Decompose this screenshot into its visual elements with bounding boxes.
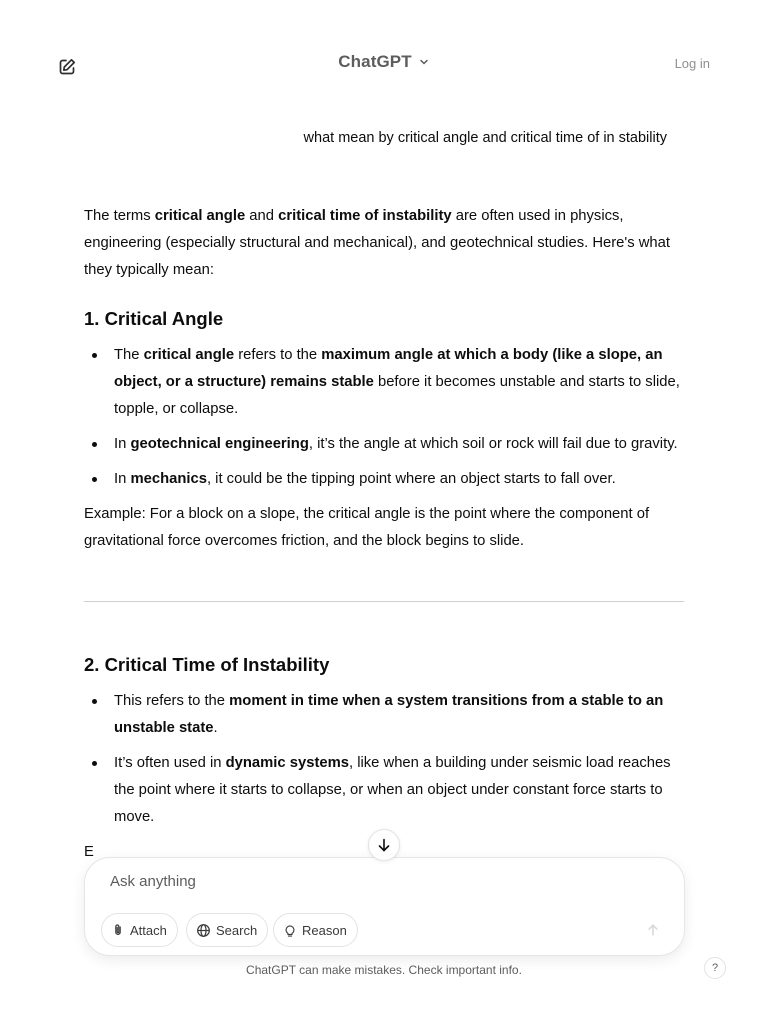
list-item: The critical angle refers to the maximum angle at which a body (like a slope, an object, or a structure) remains stable before it becomes unstable and starts to slide, topple, or collapse.	[84, 342, 684, 423]
model-name: ChatGPT	[338, 52, 412, 71]
scroll-to-bottom-button[interactable]	[368, 829, 400, 861]
disclaimer: ChatGPT can make mistakes. Check important info.	[246, 963, 522, 977]
divider	[84, 601, 684, 602]
list-item: It’s often used in dynamic systems, like when a building under seismic load reaches the point where it starts to collapse, or when an object under constant force starts to move.	[84, 750, 684, 831]
reason-button[interactable]	[273, 913, 358, 947]
truncated-paragraph: E	[84, 844, 94, 860]
attach-label: Attach	[130, 922, 167, 938]
bold-term: dynamic systems	[225, 755, 349, 771]
intro-paragraph: The terms critical angle and critical time of instability are often used in physics, engineering (especially structural and mechanical), and geotechnical studies. Here's what they typically mean:	[84, 208, 670, 278]
user-message: what mean by critical angle and critical time of in stability	[303, 130, 667, 146]
bold-term: geotechnical engineering	[130, 436, 309, 452]
paperclip-icon	[111, 923, 125, 937]
prompt-input[interactable]	[110, 873, 610, 890]
arrow-down-icon	[376, 837, 392, 853]
composer	[84, 857, 685, 956]
section-heading: 1. Critical Angle	[84, 308, 224, 329]
chevron-down-icon	[418, 56, 430, 68]
attach-button[interactable]	[101, 913, 178, 947]
top-bar	[0, 0, 768, 130]
login-link[interactable]: Log in	[674, 56, 710, 71]
bold-term: critical angle	[143, 347, 235, 363]
bold-term: moment in time when a system transitions from a stable to an unstable state	[114, 693, 664, 736]
model-selector[interactable]	[338, 52, 429, 72]
bullet-list	[84, 342, 684, 493]
list-item: This refers to the moment in time when a system transitions from a stable to an unstable state.	[84, 688, 684, 742]
lightbulb-icon	[283, 923, 297, 938]
arrow-up-icon	[646, 923, 660, 937]
section-heading: 2. Critical Time of Instability	[84, 654, 330, 675]
bold-term: maximum angle at which a body (like a slope, an object, or a structure) remains stable	[114, 347, 663, 390]
send-button[interactable]	[644, 921, 662, 939]
reason-label: Reason	[302, 922, 347, 938]
bullet-list	[84, 688, 684, 831]
bold-term: critical angle	[154, 208, 246, 224]
list-item: In mechanics, it could be the tipping point where an object starts to fall over.	[84, 466, 684, 493]
bold-term: mechanics	[130, 471, 207, 487]
assistant-message	[84, 203, 684, 861]
globe-icon	[196, 923, 211, 938]
list-item: In geotechnical engineering, it’s the angle at which soil or rock will fail due to gravity.	[84, 431, 684, 458]
bold-term: critical time of instability	[278, 208, 452, 224]
example-paragraph: Example: For a block on a slope, the critical angle is the point where the component of gravitational force overcomes friction, and the block begins to slide.	[84, 506, 650, 549]
search-label: Search	[216, 922, 258, 938]
search-button[interactable]	[186, 913, 268, 947]
help-button[interactable]: ?	[704, 957, 726, 979]
